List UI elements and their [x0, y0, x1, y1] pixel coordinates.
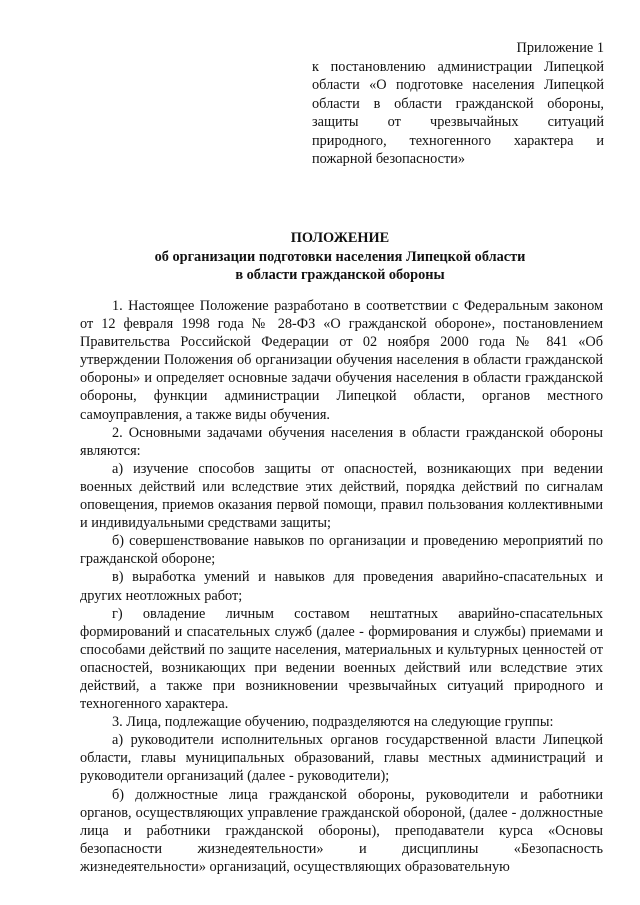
paragraph: 1. Настоящее Положение разработано в соответствии с Федеральным законом от 12 февраля 1998 года № 28-ФЗ «О гражданской обороне», постановлением Правительства Российской Федерации от 02 ноября 2000 года № 841 «Об утверждении Положения об организации обучения населения в области гражданской обороны» и определяет основные задачи обучения населения в области гражданской обороны, функции администрации Липецкой области, органов местного самоуправления, а также виды обучения. [80, 298, 603, 423]
paragraph: б) должностные лица гражданской обороны, руководители и работники органов, осуществляющих управление гражданской обороной, (далее - должностные лица и работники гражданской обороны), преподаватели курса «Основы безопасности жизнедеятельности» и дисциплины «Безопасность жизнедеятельности» организаций, осуществляющих образовательную [80, 786, 603, 875]
paragraph: 2. Основными задачами обучения населения в области гражданской обороны являются: [80, 424, 603, 459]
document-heading [80, 229, 600, 285]
appendix-text: к постановлению администрации Липецкой области «О подготовке населения Липецкой области в области гражданской обороны, защиты от чрезвычайных ситуаций природного, техногенного характера и пожарной безопасности» [312, 58, 604, 167]
paragraph: г) овладение личным составом нештатных аварийно-спасательных формирований и спасательных служб (далее - формирования и службы) приемами и способами действий по защите населения, материальных и культурных ценностей от опасностей, возникающих при ведении военных действий или вследствие этих действий, а также при возникновении чрезвычайных ситуаций природного и техногенного характера. [80, 605, 603, 713]
paragraph: б) совершенствование навыков по организации и проведению мероприятий по гражданской обороне; [80, 533, 603, 568]
appendix-block [312, 39, 604, 169]
heading-subtitle-line-2: в области гражданской обороны [235, 267, 445, 283]
appendix-title: Приложение 1 [516, 40, 604, 56]
heading-subtitle-line-1: об организации подготовки населения Липецкой области [154, 248, 526, 265]
heading-title: ПОЛОЖЕНИЕ [290, 230, 390, 246]
paragraph: а) руководители исполнительных органов государственной власти Липецкой области, главы муниципальных образований, главы местных администраций и руководители организаций (далее - руководители); [80, 732, 603, 785]
paragraph: 3. Лица, подлежащие обучению, подразделяются на следующие группы: [112, 714, 554, 731]
paragraph: а) изучение способов защиты от опасностей, возникающих при ведении военных действий или вследствие этих действий, порядка действий по сигналам оповещения, приемов оказания первой помощи, правил пользования коллективными и индивидуальными средствами защиты; [80, 460, 603, 532]
paragraph: в) выработка умений и навыков для проведения аварийно-спасательных и других неотложных работ; [80, 569, 603, 604]
document-body [80, 297, 603, 876]
